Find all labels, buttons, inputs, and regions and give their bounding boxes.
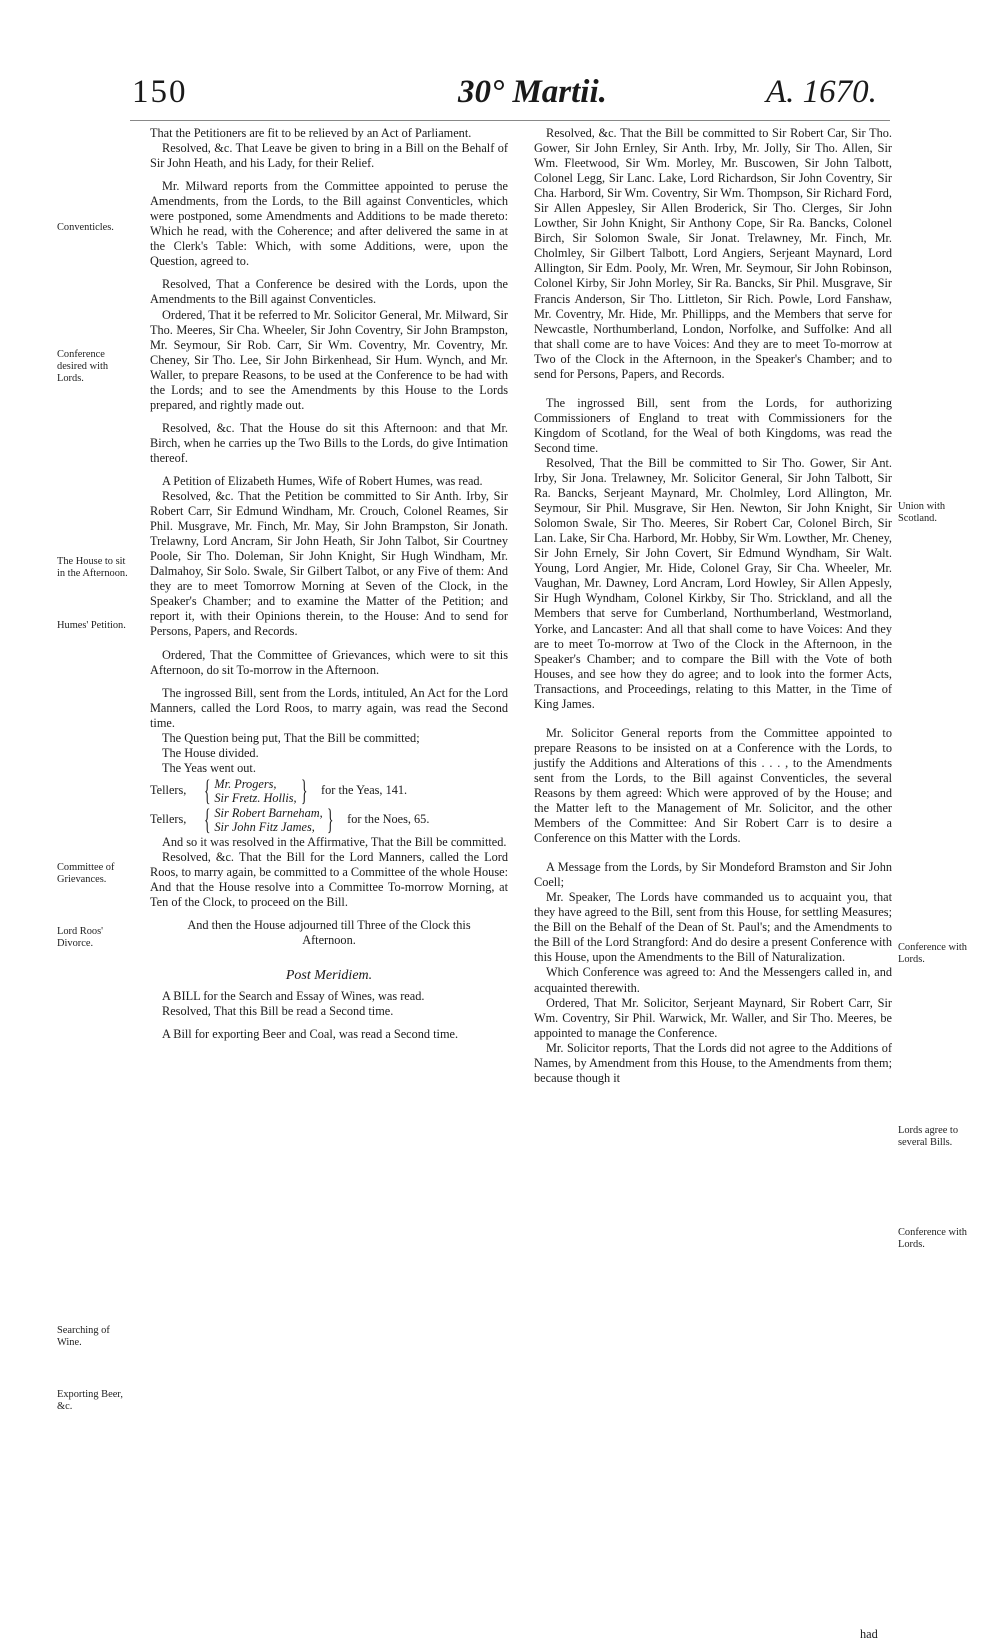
margin-note: Exporting Beer, &c. [57, 1389, 123, 1412]
paragraph: Mr. Solicitor General reports from the Committee appointed to prepare Reasons to be insisted on at a Conference with the Lords, to justify the Additions and Alterations of this . . . , to the Amendments sent from the Lords, to the Bill against Conventicles, the several Reasons by them agreed: Which were approved of by the House; and the Matter left to the Management of Mr. Solicitor, and the other Members of the Committee: And Sir Robert Carr is to desire a Conference on this Matter with the Lords. [534, 725, 892, 846]
paragraph: Mr. Speaker, The Lords have commanded us to acquaint you, that they have agreed to the Bill, sent from this House, for settling Measures; the Bill on the Behalf of the Dean of St. Paul's; and the Amendments to the Bill of the Lord Strangford: And do desire a present Conference with this House, upon the Amendments to the Bill of Naturalization. [534, 890, 892, 965]
margin-note: Searching of Wine. [57, 1325, 110, 1348]
paragraph: Which Conference was agreed to: And the Messengers called in, and acquainted therewith. [534, 965, 892, 995]
margin-note: Conference desired with Lords. [57, 349, 109, 384]
right-brace: } [326, 802, 334, 836]
right-column [534, 126, 892, 1086]
paragraph: Ordered, That Mr. Solicitor, Serjeant Maynard, Sir Robert Carr, Sir Wm. Coventry, Sir Phil. Warwick, Mr. Waller, and Sir Tho. Meeres, be appointed to manage the Conference. [534, 995, 892, 1040]
page-year: A. 1670. [766, 74, 877, 110]
teller-name: Sir Robert Barneham, [214, 805, 323, 820]
paragraph: A BILL for the Search and Essay of Wines, was read. [162, 989, 425, 1004]
paragraph: A Petition of Elizabeth Humes, Wife of Robert Humes, was read. [162, 473, 483, 488]
tellers-noes [150, 802, 508, 836]
tellers-label: Tellers, [150, 812, 187, 827]
margin-note: Humes' Petition. [57, 620, 126, 631]
paragraph: Resolved, &c. That Leave be given to bring in a Bill on the Behalf of Sir John Heath, and his Lady, for their Relief. [150, 141, 508, 171]
paragraph: Mr. Solicitor reports, That the Lords did not agree to the Additions of Names, by Amendment from this House, to the Amendments from them; because though it [534, 1040, 892, 1085]
teller-name: Sir Fretz. Hollis, [214, 790, 297, 805]
adjournment: And then the House adjourned till Three of the Clock this Afternoon. [187, 918, 471, 948]
margin-note: Committee of Grievances. [57, 862, 115, 885]
paragraph: Ordered, That the Committee of Grievances, which were to sit this Afternoon, do sit To-morrow in the Afternoon. [150, 647, 508, 677]
margin-note: Union with Scotland. [898, 501, 946, 524]
paragraph: Resolved, &c. That the Petition be committed to Sir Anth. Irby, Sir Robert Carr, Sir Edmund Windham, Mr. Crouch, Colonel Reames, Sir Phil. Musgrave, Mr. Finch, Mr. May, Sir John Brampston, Sir Jonath. Trelawny, Lord Ancram, Sir John Heath, Sir John Talbot, Sir Courtney Poole, Sir Tho. Doleman, Sir John Knight, Sir Hugh Windham, Mr. Dalmahoy, Sir Solo. Swale, Sir Gilbert Talbot, or any Five of them: And they are to meet Tomorrow Morning at Seven of the Clock, in the Speaker's Chamber; and to examine the Matter of the Petition; and report it, with their Opinions therein, to the House: And to send for Persons, Papers, and Records. [150, 489, 508, 639]
paragraph: Resolved, &c. That the Bill be committed to Sir Robert Car, Sir Tho. Gower, Sir John Ernley, Sir Anth. Irby, Mr. Jolly, Sir Tho. Allen, Sir Wm. Fleetwood, Sir Wm. Morley, Mr. Buscowen, Sir John Talbott, Colonel Legg, Sir Lanc. Lake, Lord Richardson, Sir John Coventry, Sir Cha. Harbord, Sir Wm. Coventry, Sir Wm. Thompson, Sir Richard Ford, Sir Allen Appesley, Sir Allen Broderick, Sir Tho. Clerges, Sir John Lowther, Sir John Knight, Sir Anthony Cope, Sir Ra. Bancks, Colonel Birch, Sir Solomon Swale, Sir Jonat. Trelawney, Mr. Finch, Mr. Cholmley, Sir Gilbert Talbott, Lord Angiers, Serjeant Maynard, Lord Allington, Sir Edm. Pooly, Mr. Wren, Mr. Seymour, Sir John Robinson, Colonel Kirby, Sir John Morley, Sir Ra. Bancks, Sir Phil. Musgrave, Sir Francis Anderson, Sir Tho. Littleton, Sir Rich. Powle, Lord Fanshaw, Mr. Coventry, Mr. Hide, Mr. Phillipps, and the Members that serve for Newcastle, Northumberland, London, Norfolke, and Suffolke: And all that shall come are to have Voices: And they are to meet To-morrow at Two of the Clock in the Afternoon, in the Speaker's Chamber; and to send for Persons, Papers, and Records. [534, 126, 892, 381]
paragraph: Mr. Milward reports from the Committee appointed to peruse the Amendments, from the Lords, to the Bill against Conventicles, which were postponed, some Amendments and Additions to be made thereto: Which he read, with the Coherence; and after delivered the same in at the Clerk's Table: Which, with some Additions, were, upon the Question, agreed to. [150, 179, 508, 269]
right-brace: } [300, 773, 308, 807]
paragraph: Resolved, That a Conference be desired with the Lords, upon the Amendments to the Bill against Conventicles. [150, 277, 508, 307]
page-number: 150 [132, 74, 188, 110]
paragraph: And so it was resolved in the Affirmative, That the Bill be committed. [162, 834, 507, 849]
left-brace: { [203, 773, 211, 807]
tellers-result: for the Noes, 65. [347, 812, 430, 827]
tellers-label: Tellers, [150, 783, 187, 798]
paragraph: The Yeas went out. [162, 760, 256, 775]
margin-note: Lords agree to several Bills. [898, 1125, 959, 1148]
tellers-yeas [150, 773, 508, 807]
paragraph: Resolved, That this Bill be read a Second time. [162, 1004, 394, 1019]
margin-note: Lord Roos' Divorce. [57, 926, 104, 949]
margin-note: Conference with Lords. [898, 942, 967, 965]
paragraph: The ingrossed Bill, sent from the Lords, intituled, An Act for the Lord Manners, called the Lord Roos, to marry again, was read the Second time. [150, 685, 508, 730]
margin-note: Conventicles. [57, 222, 114, 233]
paragraph: A Message from the Lords, by Sir Mondeford Bramston and Sir John Coell; [534, 860, 892, 890]
section-heading: Post Meridiem. [285, 968, 373, 984]
header-rule [130, 120, 890, 121]
teller-name: Mr. Progers, [214, 776, 277, 791]
paragraph: The ingrossed Bill, sent from the Lords, for authorizing Commissioners of England to treat with Commissioners for the Kingdom of Scotland, for the Weal of both Kingdoms, was read the Second time. [534, 395, 892, 455]
left-brace: { [203, 802, 211, 836]
teller-name: Sir John Fitz James, [214, 819, 315, 834]
margin-note: Conference with Lords. [898, 1227, 967, 1250]
tellers-result: for the Yeas, 141. [321, 783, 408, 798]
catchword: had [860, 1627, 878, 1641]
paragraph: The House divided. [162, 745, 259, 760]
paragraph: Resolved, &c. That the Bill for the Lord Manners, called the Lord Roos, to marry again, be committed to a Committee of the whole House: And that the House resolve into a Committee To-morrow Morning, at Ten of the Clock, to proceed on the Bill. [150, 849, 508, 910]
paragraph: The Question being put, That the Bill be committed; [162, 730, 420, 745]
paragraph: That the Petitioners are fit to be relieved by an Act of Parliament. [150, 126, 472, 140]
paragraph: A Bill for exporting Beer and Coal, was read a Second time. [162, 1027, 459, 1042]
paragraph: Resolved, That the Bill be committed to Sir Tho. Gower, Sir Ant. Irby, Sir Jona. Trelawney, Mr. Solicitor General, Sir John Talbott, Sir Ra. Bancks, Serjeant Maynard, Mr. Cholmley, Lord Allington, Mr. Seymour, Sir Phil. Musgrave, Sir Hen. Newton, Sir John Knight, Sir Solomon Swale, Sir Tho. Meeres, Sir Robert Car, Colonel Birch, Sir Lan. Lake, Sir Cha. Harbord, Mr. Hobby, Sir Wm. Lowther, Mr. Cheney, Sir John Ernely, Sir John Covert, Sir Edmund Wyndham, Sir Walt. Young, Lord Angier, Mr. Hide, Colonel Gray, Sir Cha. Wheeler, Mr. Vaughan, Mr. Dawney, Lord Ancram, Lord Howley, Sir Allen Appesly, Sir Hugh Wyndham, Colonel Kirkby, Sir Tho. Strickland, and all the Members that serve for Cumberland, Northumberland, Westmorland, Yorke, and Lancaster: And all that shall come to have Voices: And they are to meet To-morrow at Two of the Clock in the Afternoon, in the Speaker's Chamber; and to compare the Bill with the Vote of both Houses, and see how they do agree; and to look into the former Acts, Transactions, and Proceedings, relating to this Matter, in the Time of King James. [534, 455, 892, 711]
paragraph: Resolved, &c. That the House do sit this Afternoon: and that Mr. Birch, when he carries up the Two Bills to the Lords, do give Intimation thereof. [150, 420, 508, 465]
page-date: 30° Martii. [458, 74, 607, 110]
paragraph: Ordered, That it be referred to Mr. Solicitor General, Mr. Milward, Sir Tho. Meeres, Sir Cha. Wheeler, Sir John Coventry, Sir John Brampston, Mr. Seymour, Sir Rob. Carr, Sir Wm. Coventry, Mr. Coventry, Mr. Cheney, Sir Tho. Lee, Sir John Birkenhead, Sir Hum. Wynch, and Mr. Waller, to prepare Reasons, to be used at the Conference to be had with the Lords; and to see the Amendments by this House to the Lords prepared, and rightly made out. [150, 307, 508, 412]
left-column [150, 126, 508, 1042]
margin-note: The House to sit in the Afternoon. [57, 556, 128, 579]
